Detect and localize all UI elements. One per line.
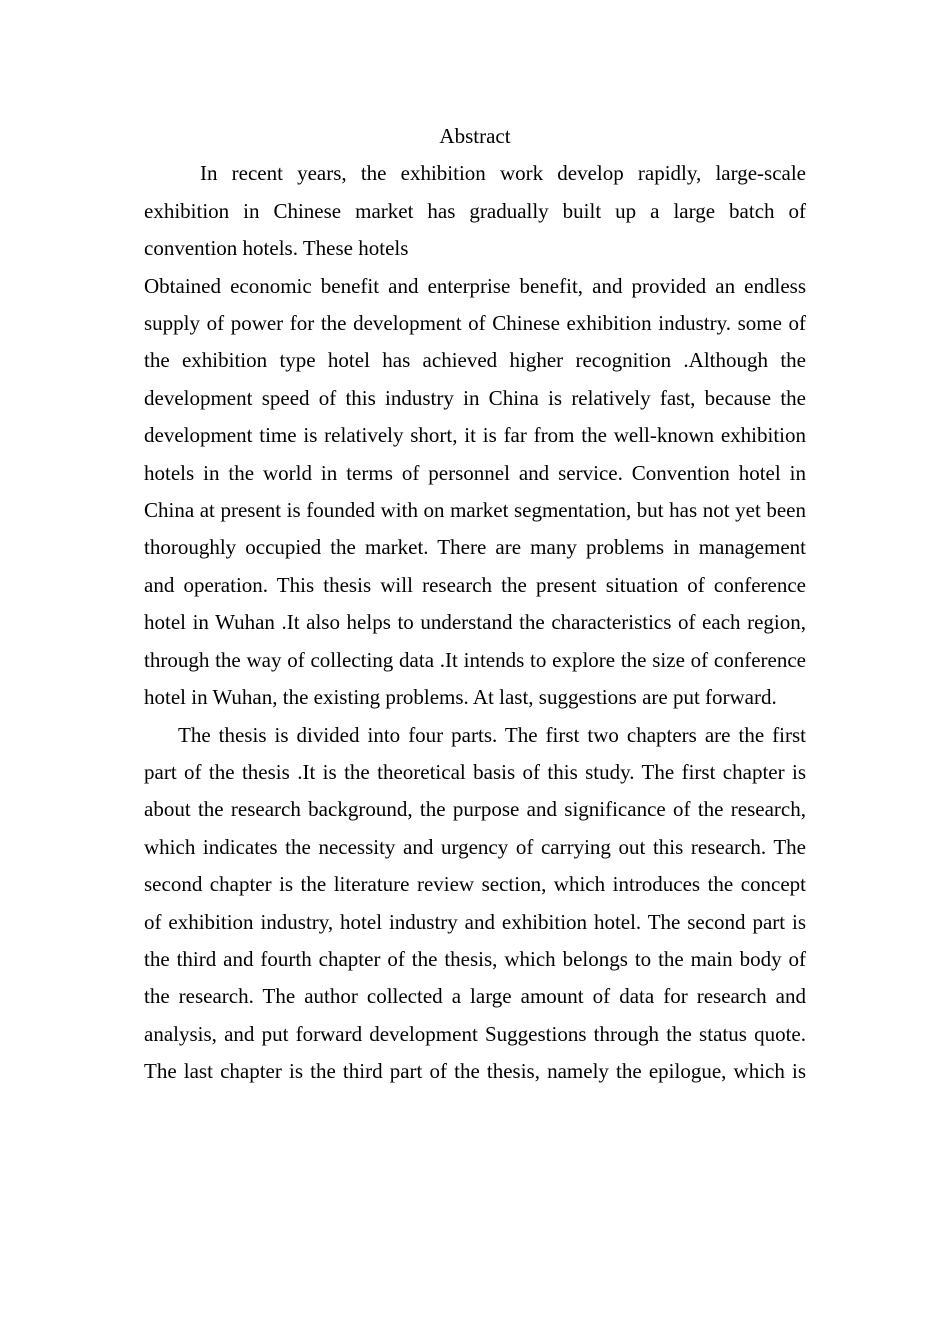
abstract-title: Abstract xyxy=(439,124,511,148)
abstract-section xyxy=(144,118,806,1091)
abstract-paragraph-continued: Obtained economic benefit and enterprise benefit, and provided an endless supply of power for the development of Chinese exhibition industry. some of the exhibition type hotel has achieved higher recognition .Although the development speed of this industry in China is relatively fast, because the development time is relatively short, it is far from the well-known exhibition hotels in the world in terms of personnel and service. Convention hotel in China at present is founded with on market segmentation, but has not yet been thoroughly occupied the market. There are many problems in management and operation. This thesis will research the present situation of conference hotel in Wuhan .It also helps to understand the characteristics of each region, through the way of collecting data .It intends to explore the size of conference hotel in Wuhan, the existing problems. At last, suggestions are put forward. xyxy=(144,273,806,710)
abstract-paragraph-intro: In recent years, the exhibition work develop rapidly, large-scale exhibition in Chinese market has gradually built up a large batch of convention hotels. These hotels xyxy=(144,161,806,261)
abstract-paragraph-structure: The thesis is divided into four parts. The first two chapters are the first part of the thesis .It is the theoretical basis of this study. The first chapter is about the research background, the purpose and significance of the research, which indicates the necessity and urgency of carrying out this research. The second chapter is the literature review section, which introduces the concept of exhibition industry, hotel industry and exhibition hotel. The second part is the third and fourth chapter of the thesis, which belongs to the main body of the research. The author collected a large amount of data for research and analysis, and put forward development Suggestions through the status quote. The last chapter is the third part of the thesis, namely the epilogue, which is xyxy=(144,722,806,1084)
